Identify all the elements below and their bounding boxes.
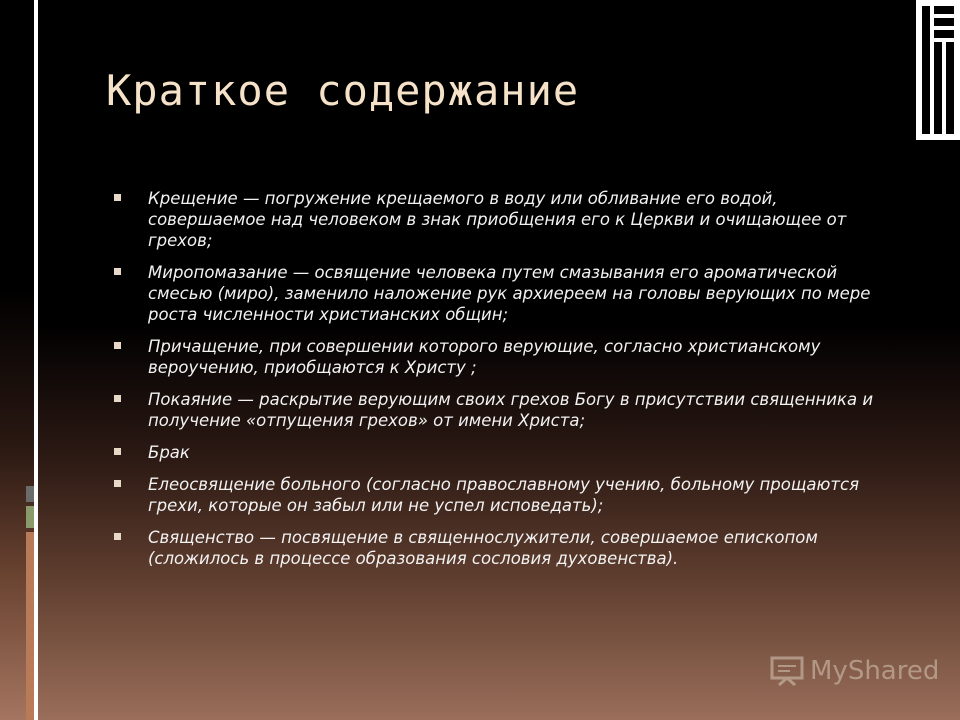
strip-mark-olive: [26, 506, 34, 528]
bullet-text: Крещение — погружение крещаемого в воду или обливание его водой, совершаемое над человеком в знак приобщения его к Церкви и очищающее от грехов;: [148, 189, 847, 250]
bullet-text: Елеосвящение больного (согласно православному учению, больному прощаются грехи, которые он забыл или не успел исповедать);: [148, 475, 860, 515]
bullet-square-icon: [114, 342, 121, 349]
bullet-text: Брак: [148, 443, 190, 462]
strip-mark-dark: [26, 486, 34, 502]
strip-mark-copper: [26, 532, 34, 720]
bullet-square-icon: [114, 268, 121, 275]
bullet-item: [112, 188, 892, 251]
bullet-item: [112, 389, 892, 431]
bullet-square-icon: [114, 448, 121, 455]
bullet-item: [112, 474, 892, 516]
bullet-square-icon: [114, 480, 121, 487]
bullet-square-icon: [114, 194, 121, 201]
bullet-item: [112, 336, 892, 378]
bullet-text: Священство — посвящение в священнослужители, совершаемое епископом (сложилось в процессе образования сословия духовенства).: [148, 528, 818, 568]
left-decor-strip: [0, 0, 38, 720]
slide-title: Краткое содержание: [106, 66, 580, 115]
bullet-item: [112, 262, 892, 325]
presentation-board-icon: [770, 656, 804, 686]
bullet-text: Причащение, при совершении которого верующие, согласно христианскому вероучению, приобщаются к Христу ;: [148, 337, 821, 377]
bullet-item: [112, 527, 892, 569]
bullet-square-icon: [114, 533, 121, 540]
corner-decoration: [916, 0, 960, 140]
watermark-text: MyShared: [810, 656, 940, 686]
bullet-text: Миропомазание — освящение человека путем смазывания его ароматической смесью (миро), заменило наложение рук архиереем на головы верующих по мере роста численности христианских общин;: [148, 263, 871, 324]
watermark: [770, 656, 939, 686]
bullet-list: [112, 188, 892, 580]
bullet-square-icon: [114, 395, 121, 402]
bullet-text: Покаяние — раскрытие верующим своих грехов Богу в присутствии священника и получение «отпущения грехов» от имени Христа;: [148, 390, 874, 430]
bullet-item: [112, 442, 892, 463]
